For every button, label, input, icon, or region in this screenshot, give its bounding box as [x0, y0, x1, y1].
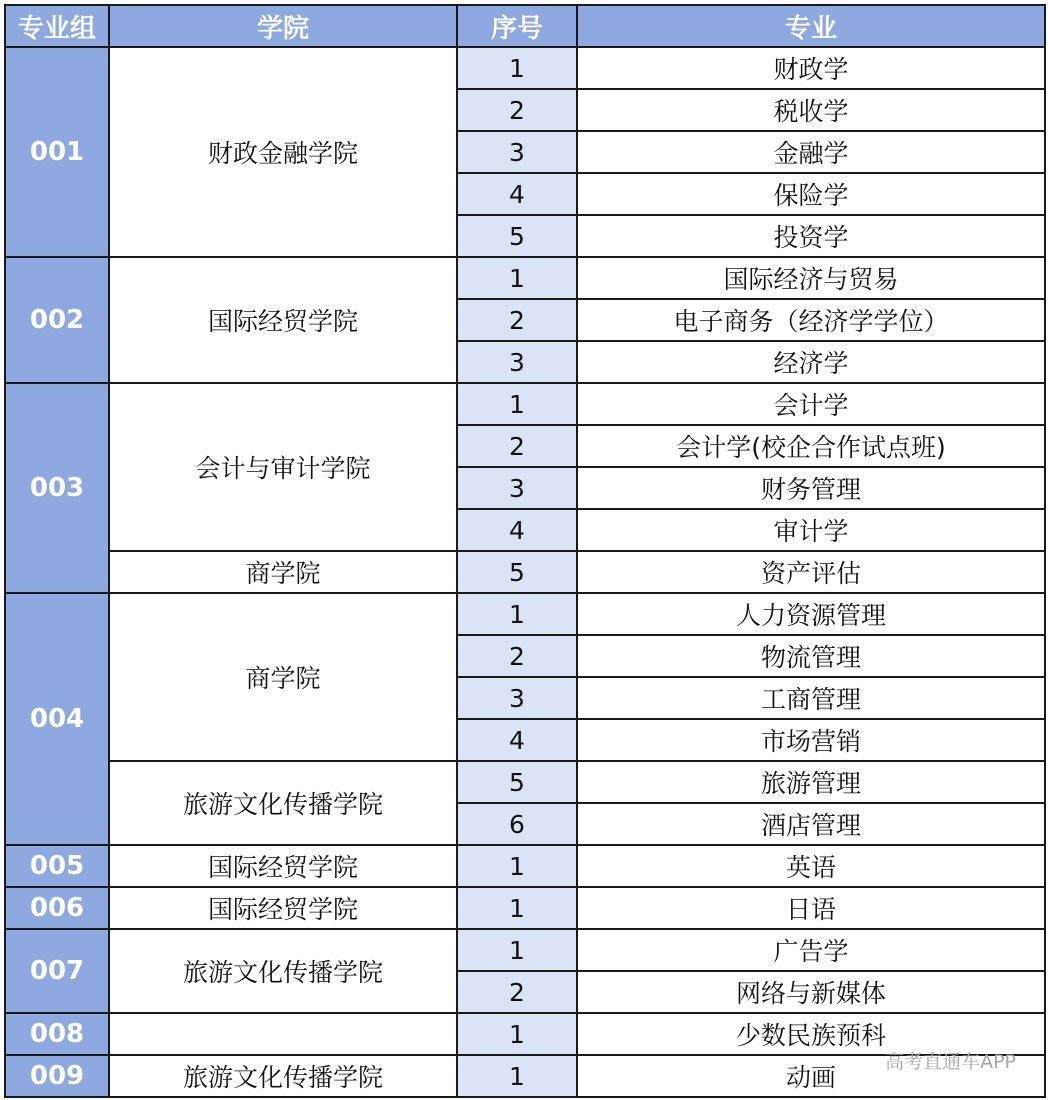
seq-cell: 1 — [457, 383, 577, 425]
major-cell: 国际经济与贸易 — [577, 257, 1045, 299]
college-cell: 国际经贸学院 — [109, 887, 457, 929]
seq-cell: 1 — [457, 1055, 577, 1097]
seq-cell: 6 — [457, 803, 577, 845]
major-cell: 物流管理 — [577, 635, 1045, 677]
group-cell: 002 — [5, 257, 109, 383]
seq-cell: 1 — [457, 845, 577, 887]
table-row — [5, 593, 1045, 635]
seq-cell: 5 — [457, 551, 577, 593]
group-cell: 003 — [5, 383, 109, 593]
major-cell: 网络与新媒体 — [577, 971, 1045, 1013]
seq-cell: 4 — [457, 719, 577, 761]
college-cell — [109, 1013, 457, 1055]
major-cell: 投资学 — [577, 215, 1045, 257]
seq-cell: 2 — [457, 89, 577, 131]
college-cell: 旅游文化传播学院 — [109, 1055, 457, 1097]
table-row — [5, 257, 1045, 299]
group-cell: 007 — [5, 929, 109, 1013]
table-row — [5, 383, 1045, 425]
group-cell: 001 — [5, 47, 109, 257]
college-cell: 会计与审计学院 — [109, 383, 457, 551]
header-row — [5, 5, 1045, 47]
major-cell: 旅游管理 — [577, 761, 1045, 803]
seq-cell: 1 — [457, 929, 577, 971]
seq-cell: 1 — [457, 47, 577, 89]
group-cell: 009 — [5, 1055, 109, 1097]
seq-cell: 3 — [457, 467, 577, 509]
college-cell: 商学院 — [109, 551, 457, 593]
header-college: 学院 — [109, 5, 457, 47]
major-cell: 经济学 — [577, 341, 1045, 383]
table-row — [5, 887, 1045, 929]
major-cell: 金融学 — [577, 131, 1045, 173]
major-cell: 电子商务（经济学学位） — [577, 299, 1045, 341]
major-cell: 会计学(校企合作试点班) — [577, 425, 1045, 467]
table-row — [5, 551, 1045, 593]
table-body — [5, 47, 1045, 1097]
major-cell: 动画 — [577, 1055, 1045, 1097]
seq-cell: 5 — [457, 215, 577, 257]
college-cell: 财政金融学院 — [109, 47, 457, 257]
seq-cell: 1 — [457, 887, 577, 929]
table-row — [5, 929, 1045, 971]
header-seq: 序号 — [457, 5, 577, 47]
major-cell: 审计学 — [577, 509, 1045, 551]
major-table — [4, 4, 1046, 1098]
group-cell: 008 — [5, 1013, 109, 1055]
college-cell: 国际经贸学院 — [109, 845, 457, 887]
major-cell: 财务管理 — [577, 467, 1045, 509]
table-row — [5, 761, 1045, 803]
seq-cell: 3 — [457, 341, 577, 383]
seq-cell: 3 — [457, 131, 577, 173]
major-cell: 人力资源管理 — [577, 593, 1045, 635]
major-cell: 英语 — [577, 845, 1045, 887]
watermark: 高考直通车APP — [885, 1051, 1016, 1073]
table-row — [5, 47, 1045, 89]
college-cell: 商学院 — [109, 593, 457, 761]
major-cell: 资产评估 — [577, 551, 1045, 593]
seq-cell: 4 — [457, 509, 577, 551]
major-cell: 保险学 — [577, 173, 1045, 215]
seq-cell: 1 — [457, 257, 577, 299]
major-cell: 税收学 — [577, 89, 1045, 131]
major-cell: 市场营销 — [577, 719, 1045, 761]
seq-cell: 3 — [457, 677, 577, 719]
seq-cell: 2 — [457, 635, 577, 677]
major-cell: 酒店管理 — [577, 803, 1045, 845]
group-cell: 004 — [5, 593, 109, 845]
major-cell: 少数民族预科 — [577, 1013, 1045, 1055]
table-row — [5, 845, 1045, 887]
seq-cell: 4 — [457, 173, 577, 215]
major-cell: 工商管理 — [577, 677, 1045, 719]
seq-cell: 2 — [457, 299, 577, 341]
group-cell: 005 — [5, 845, 109, 887]
college-cell: 旅游文化传播学院 — [109, 761, 457, 845]
major-cell: 日语 — [577, 887, 1045, 929]
major-cell: 会计学 — [577, 383, 1045, 425]
seq-cell: 1 — [457, 1013, 577, 1055]
seq-cell: 1 — [457, 593, 577, 635]
seq-cell: 2 — [457, 971, 577, 1013]
header-group: 专业组 — [5, 5, 109, 47]
college-cell: 国际经贸学院 — [109, 257, 457, 383]
header-major: 专业 — [577, 5, 1045, 47]
seq-cell: 2 — [457, 425, 577, 467]
college-cell: 旅游文化传播学院 — [109, 929, 457, 1013]
major-cell: 广告学 — [577, 929, 1045, 971]
group-cell: 006 — [5, 887, 109, 929]
major-cell: 财政学 — [577, 47, 1045, 89]
seq-cell: 5 — [457, 761, 577, 803]
